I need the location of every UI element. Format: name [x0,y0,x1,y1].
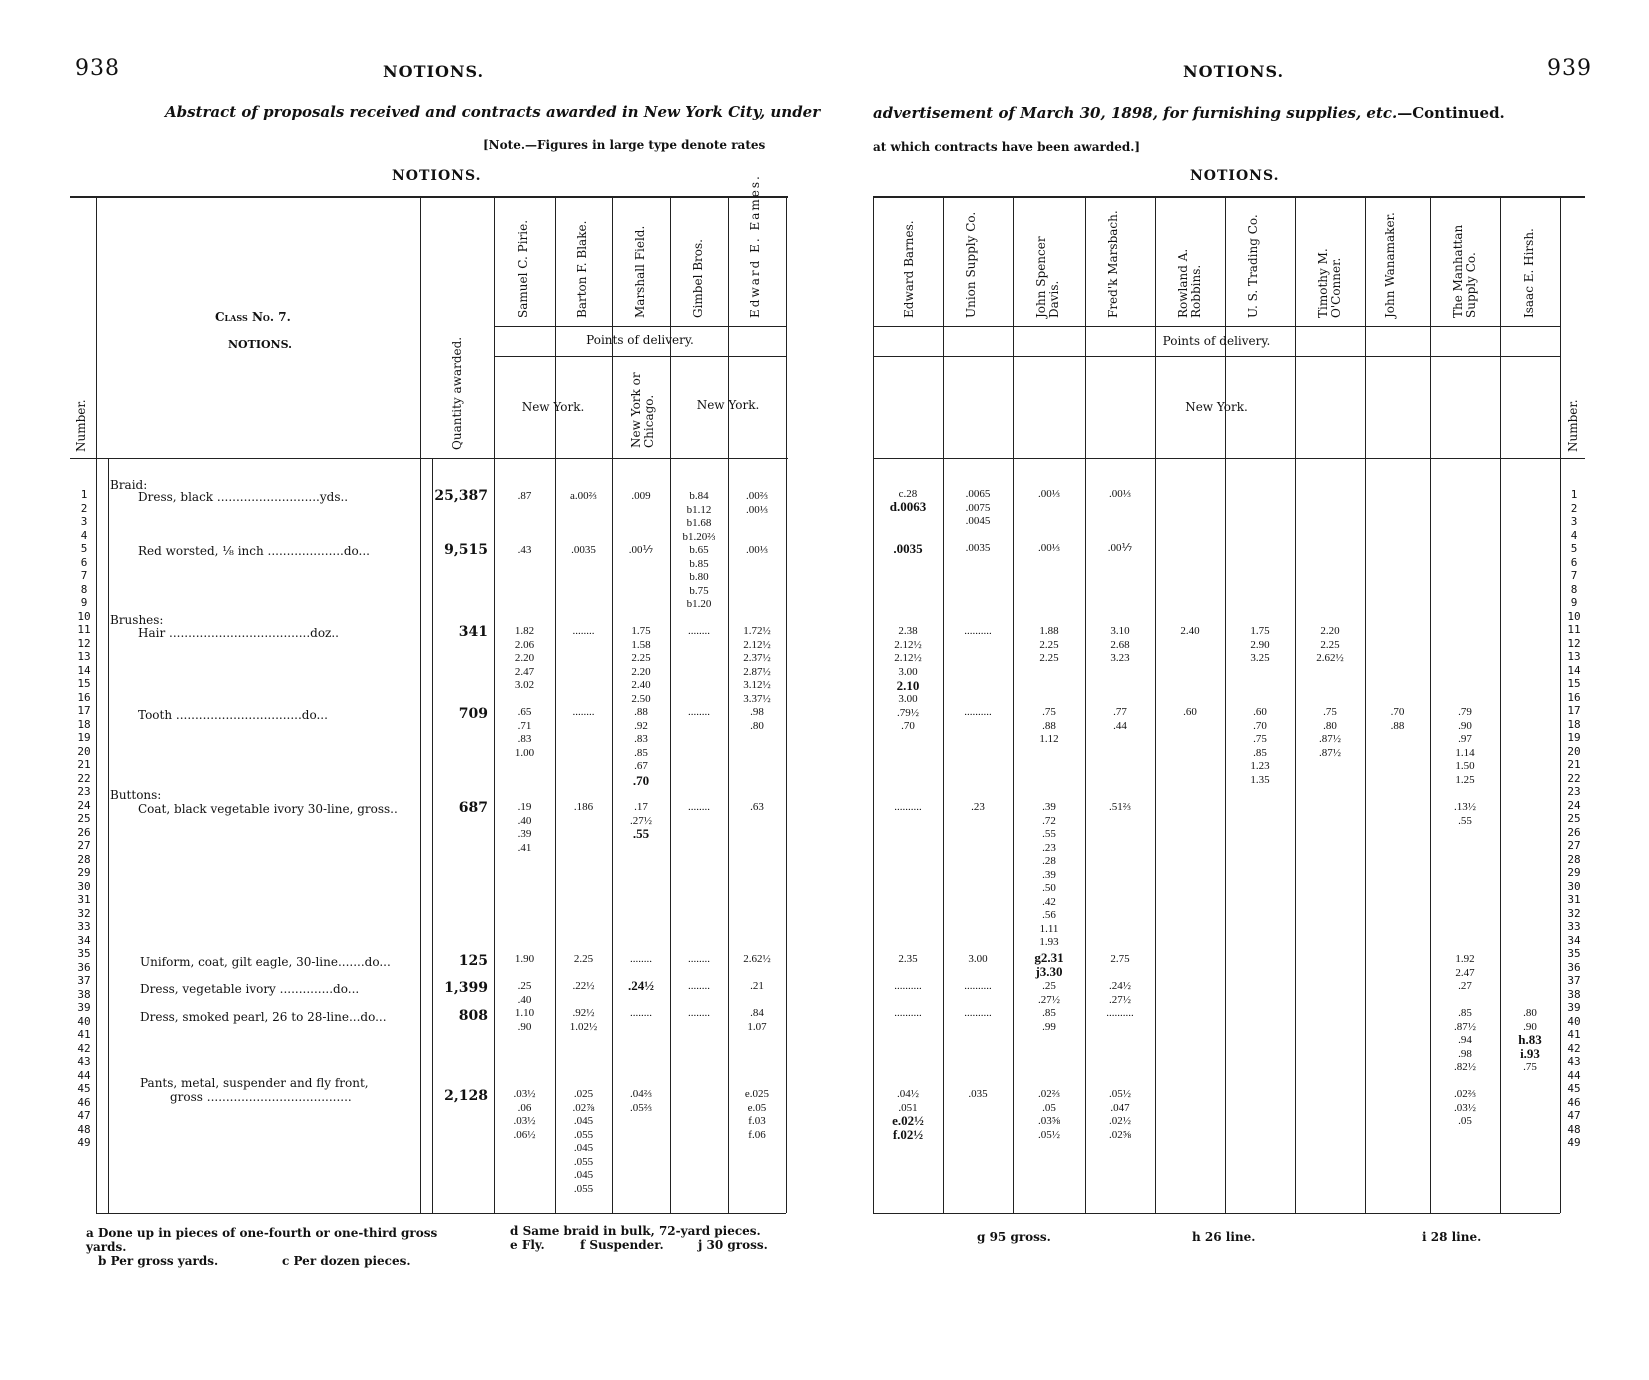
item-uniform: Uniform, coat, gilt eagle, 30-line.......do... [140,955,391,969]
barnes-r37: .......... [894,1007,922,1019]
davis-r42: .02⅔ .05 .03⅝ .05½ [1038,1088,1060,1141]
bidder-eames: Edward E. Eames. [748,174,762,318]
barnes-r10: 2.38 2.12½ 2.12½ 3.00 [894,625,922,678]
bidder-pirie: Samuel C. Pirie. [516,219,530,318]
footnote-c: c Per dozen pieces. [282,1254,411,1268]
field-r16: .88 .92 .83 .85 .67 [634,706,648,772]
left-number-header: Number. [74,399,88,452]
item-tooth: Tooth .................................do... [138,708,328,722]
right-title [873,103,1505,122]
eames-r33: 2.62½ [743,953,771,965]
qty-dress-pearl: 808 [458,1008,488,1024]
bidder-wanamaker: John Wanamaker. [1383,212,1397,318]
field-r24: .55 [632,826,650,841]
trading-r16: .60 .70 .75 .85 1.23 1.35 [1250,706,1270,786]
manhattan-r37: .85 .87½ .94 .98 .82½ [1454,1007,1476,1073]
footnote-j: j 30 gross. [698,1238,768,1252]
robbins-r16: .60 [1183,706,1197,718]
eames-r35: .21 [750,980,764,992]
blake-r10: ........ [572,625,595,637]
item-dress-pearl: Dress, smoked pearl, 26 to 28-line...do... [140,1010,387,1024]
field-r35: .24½ [628,978,654,993]
pirie-r33: 1.90 [514,953,535,965]
item-braid: Braid: [110,478,148,492]
footnote-i: i 28 line. [1422,1230,1482,1244]
footnote-g: g 95 gross. [977,1230,1051,1244]
qty-coat: 687 [458,800,488,816]
left-row-numbers: 1 2 3 4 5 6 7 8 9 10 11 12 13 14 15 16 17 18 19 20 21 22 23 24 25 26 27 28 29 30 31 32 33 34 35 36 37 38 39 40 41 42 43 44 45 46 47 48 49 [77,488,91,1149]
class-label: Class No. 7. [215,310,291,324]
left-note: [Note.—Figures in large type denote rates [483,138,766,152]
footnote-d: d Same braid in bulk, 72-yard pieces. [510,1224,761,1238]
davis-r5: .00⅓ [1038,542,1060,554]
right-running-head: NOTIONS. [1183,62,1285,81]
item-brushes: Brushes: [110,613,164,627]
blake-r16: ........ [572,706,595,718]
field-r37: ........ [630,1007,652,1019]
item-dress-black: Dress, black ...........................yds.. [138,490,349,504]
union-r33: 3.00 [968,953,988,965]
union-r37: .......... [964,1007,992,1019]
hirsh-r37: .80 .90 [1523,1007,1537,1033]
left-section-heading: NOTIONS. [392,168,482,184]
gimbel-r35: ........ [688,980,710,992]
right-row-numbers: 1 2 3 4 5 6 7 8 9 10 11 12 13 14 15 16 17 18 19 20 21 22 23 24 25 26 27 28 29 30 31 32 33 34 35 36 37 38 39 40 41 42 43 44 45 46 47 48 49 [1567,488,1581,1149]
left-title: Abstract of proposals received and contracts awarded in New York City, under [165,103,821,121]
bidder-blake: Barton F. Blake. [575,220,589,318]
barnes-r35: .......... [894,980,922,992]
gimbel-r16: ........ [688,706,710,718]
union-r35: .......... [964,980,992,992]
field-r21: .70 [632,773,650,788]
marsbach-r1: .00⅓ [1109,488,1131,500]
footnote-e: e Fly. [510,1238,545,1252]
pirie-r1: .87 [517,490,532,502]
bidder-barnes: Edward Barnes. [902,220,916,318]
right-section-heading: NOTIONS. [1190,168,1280,184]
barnes-r22: .......... [894,801,922,813]
item-red-worsted: Red worsted, ⅛ inch ....................do... [138,544,370,558]
qty-dress-veg: 1,399 [444,980,488,996]
blake-r37: .92½ 1.02½ [569,1007,598,1033]
hirsh-r39: h.83 i.93 [1518,1032,1542,1061]
right-note: at which contracts have been awarded.] [873,140,1141,154]
bidder-gimbel: Gimbel Bros. [691,239,705,318]
eames-r16: .98 .80 [750,706,764,732]
bidder-marsbach: Fred'k Marsbach. [1106,210,1120,318]
item-pants-1: Pants, metal, suspender and fly front, [140,1076,369,1090]
field-r22: .17 .27½ [630,801,652,827]
marsbach-r22: .51⅔ [1109,801,1131,813]
marsbach-r37: .......... [1106,1007,1134,1019]
barnes-r44: e.02½ f.02½ [892,1113,924,1142]
bidder-manhattan: The Manhattan Supply Co. [1451,224,1478,318]
eames-r37: .84 1.07 [747,1007,767,1033]
robbins-r10: 2.40 [1180,625,1200,637]
blake-r22: .186 [573,801,594,813]
union-r42: .035 [968,1088,988,1100]
marsbach-r35: .24½ .27½ [1109,980,1131,1006]
gimbel-r10: ........ [688,625,710,637]
delivery-ny-chicago: New York or Chicago. [629,372,656,448]
wanamaker-r16: .70 .88 [1390,706,1405,732]
hirsh-r41: .75 [1523,1061,1537,1073]
blake-r1: a.00⅔ [570,490,597,502]
eames-r1: .00⅔ .00⅓ [746,490,768,516]
gimbel-r1: b.84 b1.12 b1.68 b1.20⅔ b.65 b.85 b.80 b.75 b1.20 [682,490,716,610]
barnes-r14: 2.10 [896,678,920,693]
manhattan-r33: 1.92 2.47 .27 [1455,953,1475,992]
footnote-a: a Done up in pieces of one-fourth or one-third gross yards. [86,1226,438,1254]
pirie-r42: .03½ .06 .03½ .06½ [513,1088,536,1141]
pirie-r10: 1.82 2.06 2.20 2.47 3.02 [514,625,535,691]
item-coat: Coat, black vegetable ivory 30-line, gross.. [138,802,398,816]
field-r5: .00⅐ [628,544,654,556]
eames-r42: e.025 e.05 f.03 f.06 [744,1088,770,1141]
eames-r22: .63 [750,801,764,813]
pirie-r22: .19 .40 .39 .41 [517,801,532,854]
davis-r16: .75 .88 1.12 [1039,706,1059,745]
qty-tooth: 709 [458,706,488,722]
item-buttons: Buttons: [110,788,162,802]
field-r33: ........ [630,953,652,965]
blake-r35: .22½ [572,980,595,992]
gimbel-r33: ........ [688,953,710,965]
davis-r33: g2.31 j3.30 [1034,950,1064,979]
item-hair: Hair .....................................doz.. [138,626,339,640]
delivery-ny-left-2: New York. [696,398,760,412]
left-page-number: 938 [75,56,120,81]
bidder-davis: John Spencer Davis. [1034,236,1061,318]
manhattan-r22: .13½ .55 [1454,801,1476,827]
davis-r10: 1.88 2.25 2.25 [1039,625,1059,664]
marsbach-r33: 2.75 [1110,953,1130,965]
barnes-r2: d.0063 [889,499,927,514]
gimbel-r37: ........ [688,1007,710,1019]
eames-r5: .00⅓ [746,544,768,556]
pirie-r16: .65 .71 .83 1.00 [514,706,535,759]
qty-uniform: 125 [458,953,488,969]
barnes-r33: 2.35 [898,953,918,965]
gimbel-r22: ........ [688,801,710,813]
field-r10: 1.75 1.58 2.25 2.20 2.40 2.50 [631,625,651,705]
barnes-r15: 3.00 .79½ .70 [897,693,919,732]
footnote-f: f Suspender. [580,1238,664,1252]
marsbach-r16: .77 .44 [1113,706,1127,732]
union-r22: .23 [971,801,985,813]
footnote-h: h 26 line. [1192,1230,1256,1244]
qty-dress-black: 25,387 [434,488,488,504]
marsbach-r5: .00⅐ [1107,542,1133,554]
blake-r33: 2.25 [573,953,594,965]
blake-r5: .0035 [571,544,596,556]
item-dress-veg: Dress, vegetable ivory ..............do... [140,982,360,996]
bidder-robbins: Rowland A. Robbins. [1176,248,1203,318]
right-title-italic: advertisement of March 30, 1898, for furnishing supplies, etc. [873,104,1398,122]
oconner-r16: .75 .80 .87½ .87½ [1319,706,1341,759]
left-running-head: NOTIONS. [383,62,485,81]
right-page-number: 939 [1547,56,1592,81]
delivery-ny-left-1: New York. [521,400,585,414]
davis-r22: .39 .72 .55 .23 .28 .39 .50 .42 .56 1.11 1.93 [1039,801,1059,948]
davis-r1: .00⅓ [1038,488,1060,500]
bidder-oconner: Timothy M. O'Conner. [1316,248,1343,318]
union-r1: .0065 .0075 .0045 [965,488,991,527]
pirie-r5: .43 [517,544,532,556]
right-title-continued: —Continued. [1397,104,1505,122]
delivery-ny-right: New York. [1185,400,1248,414]
barnes-r1: c.28 [898,488,918,500]
class-sub: NOTIONS. [228,338,292,351]
marsbach-r10: 3.10 2.68 3.23 [1110,625,1130,664]
davis-r35: .25 .27½ .85 .99 [1038,980,1060,1033]
manhattan-r42: .02⅔ .03½ .05 [1454,1088,1476,1127]
quantity-header: Quantity awarded. [450,336,464,450]
qty-pants: 2,128 [444,1088,488,1104]
bidder-hirsh: Isaac E. Hirsh. [1522,228,1536,318]
right-number-header: Number. [1566,399,1580,452]
bidder-field: Marshall Field. [633,225,647,318]
points-of-delivery-right: Points of delivery. [1162,334,1271,348]
field-r1: .009 [631,490,651,502]
footnote-b: b Per gross yards. [98,1254,219,1268]
bidder-union: Union Supply Co. [964,211,978,318]
eames-r10: 1.72½ 2.12½ 2.37½ 2.87½ 3.12½ 3.37½ [743,625,771,705]
pirie-r35: .25 .40 1.10 .90 [514,980,535,1033]
union-r10: .......... [964,625,992,637]
barnes-r5: .0035 [893,541,923,556]
oconner-r10: 2.20 2.25 2.62½ [1316,625,1344,664]
union-r16: .......... [964,706,992,718]
qty-red-worsted: 9,515 [444,542,488,558]
marsbach-r42: .05½ .047 .02½ .02⅝ [1109,1088,1131,1141]
blake-r42: .025 .02⅞ .045 .055 .045 .055 .045 .055 [572,1088,595,1195]
union-r5: .0035 [965,542,991,554]
points-of-delivery-left: Points of delivery. [586,333,694,347]
barnes-r42: .04½ .051 [897,1088,919,1114]
trading-r10: 1.75 2.90 3.25 [1250,625,1270,664]
qty-hair: 341 [458,624,488,640]
field-r42: .04⅔ .05⅔ [630,1088,652,1114]
item-pants-2: gross ...................................... [170,1090,352,1104]
manhattan-r16: .79 .90 .97 1.14 1.50 1.25 [1455,706,1475,786]
bidder-trading: U. S. Trading Co. [1246,214,1260,318]
